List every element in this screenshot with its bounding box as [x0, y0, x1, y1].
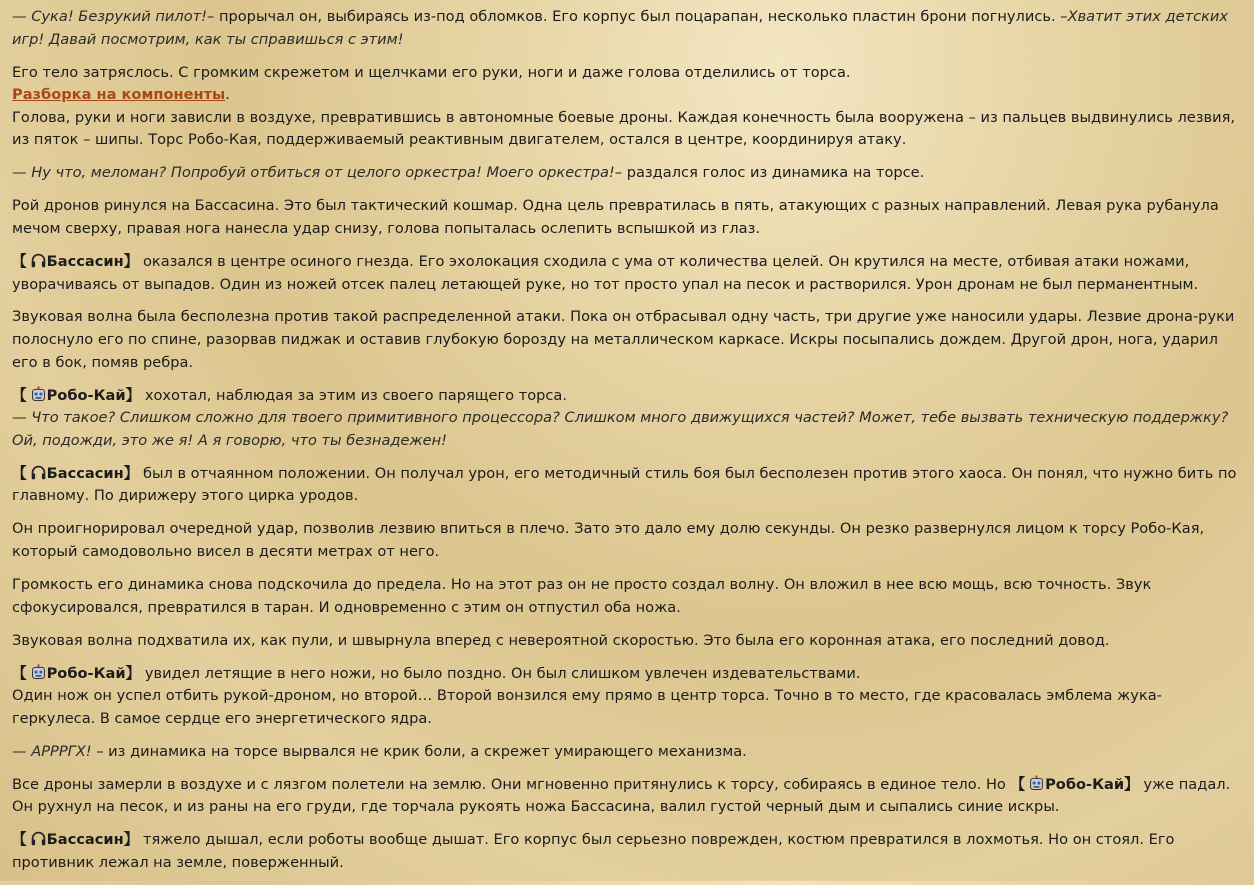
character-tag-robo: [1010, 776, 1138, 793]
narration-text: Громкость его динамика снова подскочила до предела. Но на этот раз он не просто создал волну. Он вложил в нее всю мощь, всю точность. Звук сфокусировался, превратился в таран. И одновременно с этим он отпустил оба ножа.: [12, 575, 1152, 616]
narration-text: .: [225, 86, 230, 104]
narration-text: Звуковая волна подхватила их, как пули, и швырнула вперед с невероятной скоростью. Это была его коронная атака, его последний довод.: [12, 631, 1110, 649]
story-paragraph: [12, 6, 1237, 51]
robot-face-icon: [30, 664, 47, 681]
story-paragraph: [12, 774, 1237, 819]
narration-text: Голова, руки и ноги зависли в воздухе, превратившись в автономные боевые дроны. Каждая конечность была вооружена – из пальцев выдвинулись лезвия, из пяток – шипы. Торс Робо-Кая, поддерживаемый реактивным двигателем, остался в центре, координируя атаку.: [12, 108, 1236, 149]
story-paragraph: [12, 663, 1237, 731]
story-article: [12, 6, 1237, 885]
bracket-open: 【: [12, 831, 27, 849]
story-paragraph: [12, 195, 1237, 240]
character-tag-robo: [12, 665, 140, 682]
character-tag-robo: [12, 387, 140, 404]
story-paragraph: [12, 630, 1237, 653]
bracket-open: 【: [12, 252, 27, 270]
character-name: Бассасин: [46, 464, 124, 482]
character-tag-bass: [12, 465, 138, 482]
character-tag-bass: [12, 831, 138, 848]
bracket-close: 】: [125, 664, 141, 682]
robot-face-icon: [1028, 775, 1045, 792]
narration-text: – прорычал он, выбираясь из-под обломков. Его корпус был поцарапан, несколько пластин брони погнулись. –: [207, 8, 1068, 25]
headphones-icon: [30, 830, 47, 847]
bracket-close: 】: [123, 831, 139, 849]
character-name: Робо-Кай: [1045, 775, 1125, 793]
narration-text: тяжело дышал, если роботы вообще дышат. Его корпус был серьезно поврежден, костюм превратился в лохмотья. Но он стоял. Его противник лежал на земле, поверженный.: [12, 831, 1175, 871]
dialogue-line: Хватит этих детских игр! Давай посмотрим, как ты справишься с этим!: [12, 8, 1229, 48]
story-paragraph: [12, 741, 1237, 764]
story-paragraph: [12, 62, 1237, 152]
character-name: Робо-Кай: [46, 664, 126, 682]
narration-text: Рой дронов ринулся на Бассасина. Это был тактический кошмар. Одна цель превратилась в пять, атакующих с разных направлений. Левая рука рубанула мечом сверху, правая нога нанесла удар снизу, голова попыталась ослепить вспышкой из глаз.: [12, 197, 1219, 237]
bracket-open: 【: [12, 464, 27, 482]
dialogue-line: — АРРРГХ!: [12, 742, 92, 760]
headphones-icon: [30, 464, 47, 481]
bracket-close: 】: [123, 464, 139, 482]
bracket-open: 【: [12, 664, 27, 682]
narration-text: был в отчаянном положении. Он получал урон, его методичный стиль боя был бесполезен против этого хаоса. Он понял, что нужно бить по главному. По дирижеру этого цирка уродов.: [12, 464, 1237, 505]
narration-text: уже падал. Он рухнул на песок, и из раны на его груди, где торчала рукоять ножа Бассасина, валил густой черный дым и сыпались синие искры.: [12, 775, 1231, 816]
story-paragraph: [12, 251, 1237, 296]
character-name: Бассасин: [46, 252, 124, 270]
story-paragraph: [12, 306, 1237, 374]
bracket-open: 【: [1010, 775, 1026, 793]
story-paragraph: [12, 162, 1237, 185]
headphones-icon: [30, 252, 47, 269]
character-name: Робо-Кай: [46, 386, 126, 404]
dialogue-line: — Что такое? Слишком сложно для твоего примитивного процессора? Слишком много движущихся частей? Может, тебе вызвать техническую поддержку? Ой, подожди, это же я! А я говорю, что ты безнадежен!: [12, 409, 1229, 449]
dialogue-line: — Сука! Безрукий пилот!: [12, 8, 208, 25]
story-paragraph: [12, 574, 1237, 619]
bracket-close: 】: [123, 252, 139, 270]
skill-link[interactable]: Разборка на компоненты: [12, 86, 226, 104]
bracket-close: 】: [1124, 775, 1139, 793]
narration-text: – раздался голос из динамика на торсе.: [614, 164, 925, 182]
narration-text: увидел летящие в него ножи, но было поздно. Он был слишком увлечен издевательствами.: [140, 664, 861, 682]
narration-text: Звуковая волна была бесполезна против такой распределенной атаки. Пока он отбрасывал одну часть, три другие уже наносили удары. Лезвие дрона-руки полоснуло его по спине, разорвав пиджак и оставив глубокую борозду на металлическом каркасе. Искры посыпались дождем. Другой дрон, нога, ударил его в бок, помяв ребра.: [12, 308, 1235, 371]
story-paragraph: [12, 829, 1237, 874]
narration-text: Один нож он успел отбить рукой-дроном, но второй… Второй вонзился ему прямо в центр торса. Точно в то место, где красовалась эмблема жука-геркулеса. В самое сердце его энергетического ядра.: [12, 687, 1162, 727]
story-paragraph: [12, 463, 1237, 508]
character-name: Бассасин: [46, 831, 124, 849]
bracket-close: 】: [125, 386, 141, 404]
narration-text: оказался в центре осиного гнезда. Его эхолокация сходила с ума от количества целей. Он крутился на месте, отбивая атаки ножами, уворачиваясь от выпадов. Один из ножей отсек палец летающей руке, но тот просто упал на песок и растворился. Урон дронам не был перманентным.: [12, 252, 1199, 293]
narration-text: – из динамика на торсе вырвался не крик боли, а скрежет умирающего механизма.: [91, 742, 747, 760]
narration-text: хохотал, наблюдая за этим из своего парящего торса.: [140, 386, 568, 404]
story-paragraph: [12, 518, 1237, 563]
narration-text: Его тело затряслось. С громким скрежетом и щелчками его руки, ноги и даже голова отделились от торса.: [12, 63, 851, 81]
narration-text: Все дроны замерли в воздухе и с лязгом полетели на землю. Они мгновенно притянулись к торсу, собираясь в единое тело. Но: [12, 775, 1011, 793]
robot-face-icon: [30, 386, 47, 403]
story-paragraph: [12, 385, 1237, 453]
narration-text: Он проигнорировал очередной удар, позволив лезвию впиться в плечо. Зато это дало ему долю секунды. Он резко развернулся лицом к торсу Робо-Кая, который самодовольно висел в десяти метрах от него.: [12, 520, 1205, 560]
bracket-open: 【: [12, 386, 27, 404]
dialogue-line: — Ну что, меломан? Попробуй отбиться от целого оркестра! Моего оркестра!: [12, 164, 615, 182]
character-tag-bass: [12, 253, 138, 270]
